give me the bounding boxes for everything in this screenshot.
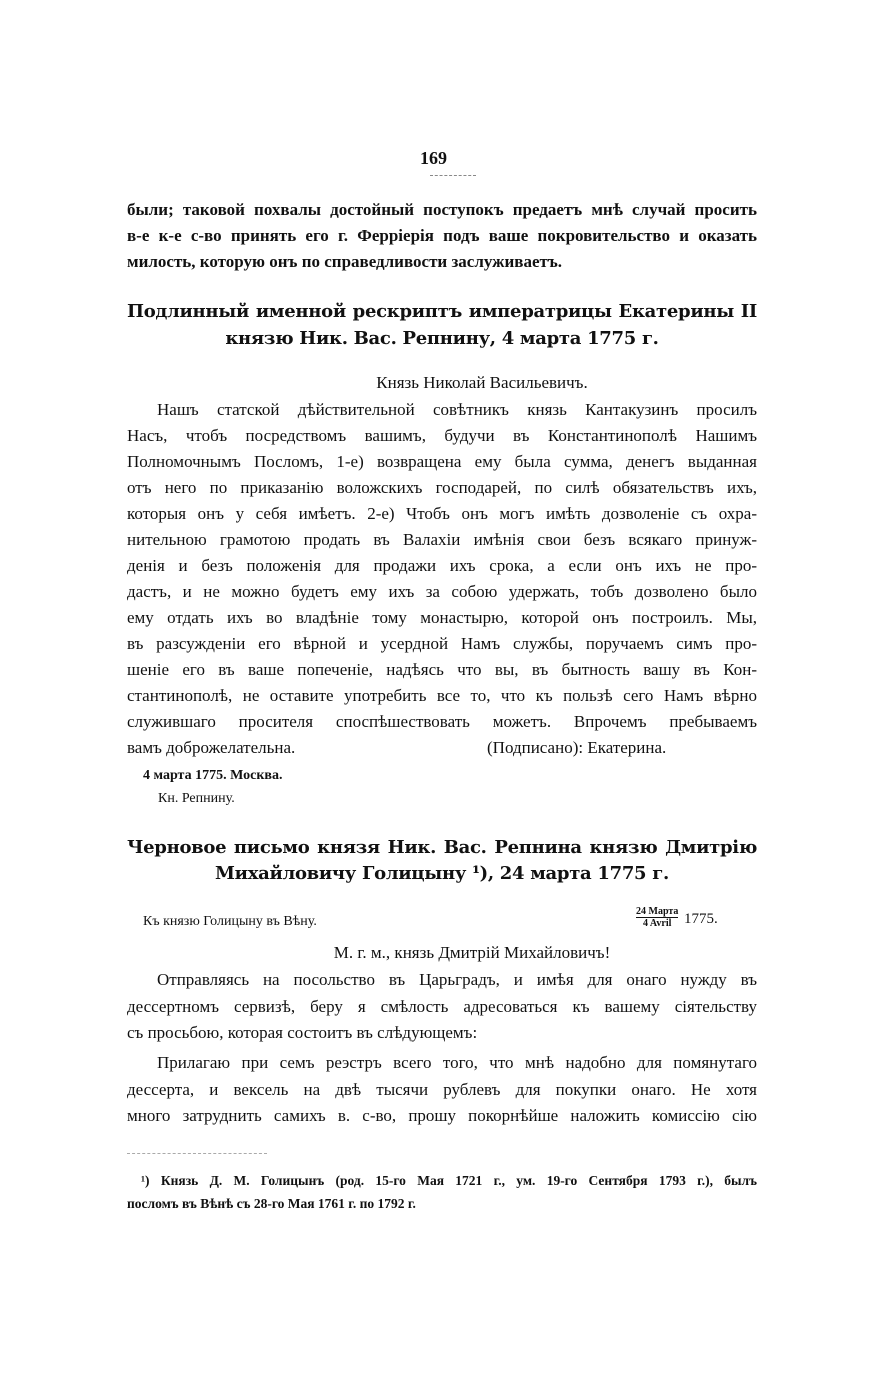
text-line: дессерта, и вексель на двѣ тысячи рублевъ для покупки онаго. Не хотя (127, 1080, 757, 1099)
text-line: дастъ, и не можно будетъ ему ихъ за собою удержать, тобъ дозволено было (127, 582, 757, 601)
text-line: Насъ, чтобъ посредствомъ вашимъ, будучи въ Константинополѣ Нашимъ (127, 426, 757, 445)
section-heading: Черновое письмо князя Ник. Вас. Репнина князю Дмитрію (127, 837, 757, 858)
text-line: дессертномъ сервизѣ, беру я смѣлость адресоваться къ вашему сіятельству (127, 997, 757, 1016)
text-line: шеніе его въ ваше попеченіе, надѣясь что вы, въ бытность вашу въ Кон- (127, 660, 757, 679)
closing: вамъ доброжелательна. (127, 738, 296, 757)
date-place: 4 марта 1775. Москва. (143, 768, 283, 783)
text-line: Отправляясь на посольство въ Царьградъ, и имѣя для онаго нужду въ (157, 970, 757, 989)
salutation: М. г. м., князь Дмитрій Михайловичъ! (333, 943, 611, 962)
section-heading: Михайловичу Голицыну ¹), 24 марта 1775 г. (215, 863, 669, 884)
text-line: денія и безъ положенія для продажи ихъ срока, а если онъ ихъ не про- (127, 556, 757, 575)
footnote-line: ¹) Князь Д. М. Голицынъ (род. 15-го Мая 1721 г., ум. 19-го Сентября 1793 г.), былъ (141, 1173, 757, 1188)
footnote-rule (127, 1153, 267, 1154)
section-heading: Подлинный именной рескриптъ императрицы Екатерины II (127, 301, 757, 322)
date-year: 1775. (684, 911, 718, 927)
date-old-style: 24 Марта (636, 906, 679, 917)
text-line: ему отдать ихъ во владѣніе тому монастырю, которой онъ построилъ. Мы, (127, 608, 757, 627)
address-line: Къ князю Голицыну въ Вѣну. (143, 914, 317, 929)
text-line: служившаго просителя споспѣшествовать можетъ. Впрочемъ пребываемъ (127, 712, 757, 731)
text-line: милость, которую онъ по справедливости заслуживаетъ. (127, 252, 563, 271)
text-line: съ просьбою, которая состоитъ въ слѣдующемъ: (127, 1023, 478, 1042)
text-line: были; таковой похвалы достойный поступокъ предаетъ мнѣ случай просить (127, 200, 757, 219)
footnote-line: посломъ въ Вѣнѣ съ 28-го Мая 1761 г. по 1792 г. (127, 1196, 416, 1211)
section-heading: князю Ник. Вас. Репнину, 4 марта 1775 г. (225, 328, 659, 349)
text-line: Нашъ статской дѣйствительной совѣтникъ князь Кантакузинъ просилъ (157, 400, 757, 419)
signature: (Подписано): Екатерина. (487, 738, 667, 757)
text-line: нительною грамотою продать въ Валахіи имѣнія свои безъ всякаго принуж- (127, 530, 757, 549)
text-line: в-е к-е с-во принять его г. Ферріерія подъ ваше покровительство и оказать (127, 226, 757, 245)
text-line: которыя онъ у себя имѣетъ. 2-е) Чтобъ онъ могъ имѣть дозволеніе съ охра- (127, 504, 757, 523)
page-number-rule (430, 175, 476, 176)
text-line: въ разсужденіи его вѣрной и усердной Намъ службы, поручаемъ симъ про- (127, 634, 757, 653)
text-line: Полномочнымъ Посломъ, 1-е) возвращена ему была сумма, денегъ выданная (127, 452, 757, 471)
text-line: отъ него по приказанію воложскихъ господарей, по силѣ обязательствъ ихъ, (127, 478, 757, 497)
addressee: Кн. Репнину. (158, 791, 235, 806)
date-new-style: 4 Avril (642, 918, 672, 929)
text-line: стантинополѣ, не оставите употребить все то, что къ пользѣ сего Намъ вѣрно (127, 686, 757, 705)
text-line: Прилагаю при семъ реэстръ всего того, что мнѣ надобно для помянутаго (157, 1053, 757, 1072)
page-number: 169 (420, 148, 447, 168)
date-fraction (636, 906, 678, 929)
salutation: Князь Николай Васильевичъ. (376, 373, 588, 392)
text-line: много затруднить самихъ в. с-во, прошу покорнѣйше наложить комиссію сію (127, 1106, 757, 1125)
